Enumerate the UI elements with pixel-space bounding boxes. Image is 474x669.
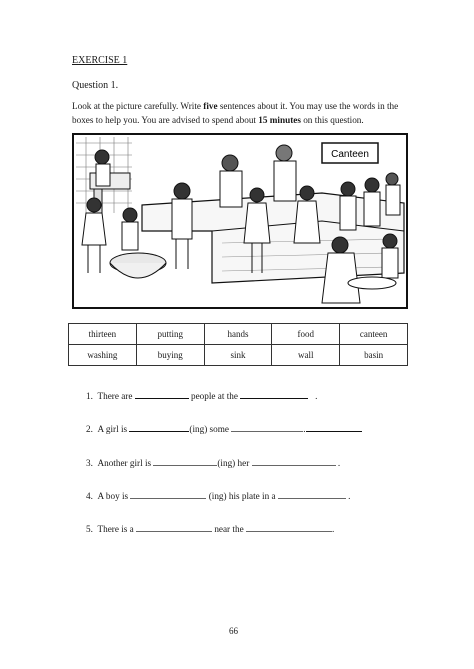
instructions-text-3: on this question. xyxy=(300,115,364,125)
word-cell: sink xyxy=(204,345,272,366)
word-cell: hands xyxy=(204,324,272,345)
instructions xyxy=(72,99,412,127)
word-cell: thirteen xyxy=(69,324,137,345)
answer-blank[interactable] xyxy=(278,498,346,499)
word-cell: food xyxy=(272,324,340,345)
sentence-3 xyxy=(86,458,340,468)
sentence-2 xyxy=(86,424,362,434)
sentence-text-b: near the xyxy=(214,524,244,534)
sentence-number: 4. xyxy=(86,491,93,501)
sentence-end: . xyxy=(331,524,335,534)
canteen-illustration xyxy=(72,133,408,309)
sentence-text-a: A girl is xyxy=(97,424,128,434)
sentence-text-b: (ing) some xyxy=(189,424,229,434)
sentence-text-a: There is a xyxy=(97,524,134,534)
sentence-text-a: Another girl is xyxy=(97,458,152,468)
answer-blank[interactable] xyxy=(246,531,332,532)
sentence-4 xyxy=(86,491,350,501)
sentence-number: 3. xyxy=(86,458,93,468)
canteen-sign-text: Canteen xyxy=(331,149,369,160)
page-number: 66 xyxy=(229,626,238,636)
answer-blank[interactable] xyxy=(240,398,308,399)
word-row xyxy=(69,345,408,366)
answer-blank[interactable] xyxy=(129,431,189,432)
word-cell: buying xyxy=(136,345,204,366)
word-cell: canteen xyxy=(340,324,408,345)
word-box-table xyxy=(68,323,408,366)
word-cell: washing xyxy=(69,345,137,366)
answer-blank[interactable] xyxy=(130,498,206,499)
instructions-bold-minutes: 15 minutes xyxy=(258,115,301,125)
exercise-title: EXERCISE 1 xyxy=(72,55,128,66)
sentence-end: . xyxy=(337,458,341,468)
sentence-end: . xyxy=(303,424,306,434)
sentence-text-a: A boy is xyxy=(97,491,129,501)
word-cell: putting xyxy=(136,324,204,345)
instructions-text-1: Look at the picture carefully. Write xyxy=(72,101,204,111)
sentence-end: . xyxy=(315,391,318,401)
answer-blank[interactable] xyxy=(153,465,217,466)
sentence-number: 2. xyxy=(86,424,93,434)
instructions-text-2: sentences about it. You may use the words in the boxes to help you. You are advised to spend about xyxy=(72,101,399,125)
sentence-text-a: There are xyxy=(97,391,133,401)
word-row xyxy=(69,324,408,345)
word-cell: wall xyxy=(272,345,340,366)
sentence-number: 5. xyxy=(86,524,93,534)
answer-blank[interactable] xyxy=(135,398,189,399)
sentence-text-b: (ing) her xyxy=(217,458,250,468)
sentence-text-b: (ing) his plate in a xyxy=(208,491,276,501)
sentence-1 xyxy=(86,391,317,401)
sentence-5 xyxy=(86,524,334,534)
sentence-text-b: people at the xyxy=(191,391,238,401)
sentence-number: 1. xyxy=(86,391,93,401)
answer-blank[interactable] xyxy=(136,531,212,532)
instructions-bold-five: five xyxy=(203,101,218,111)
question-label: Question 1. xyxy=(72,80,119,91)
word-cell: basin xyxy=(340,345,408,366)
answer-blank[interactable] xyxy=(306,431,362,432)
sentence-end: . xyxy=(348,491,351,501)
answer-blank[interactable] xyxy=(252,465,336,466)
answer-blank[interactable] xyxy=(231,431,303,432)
